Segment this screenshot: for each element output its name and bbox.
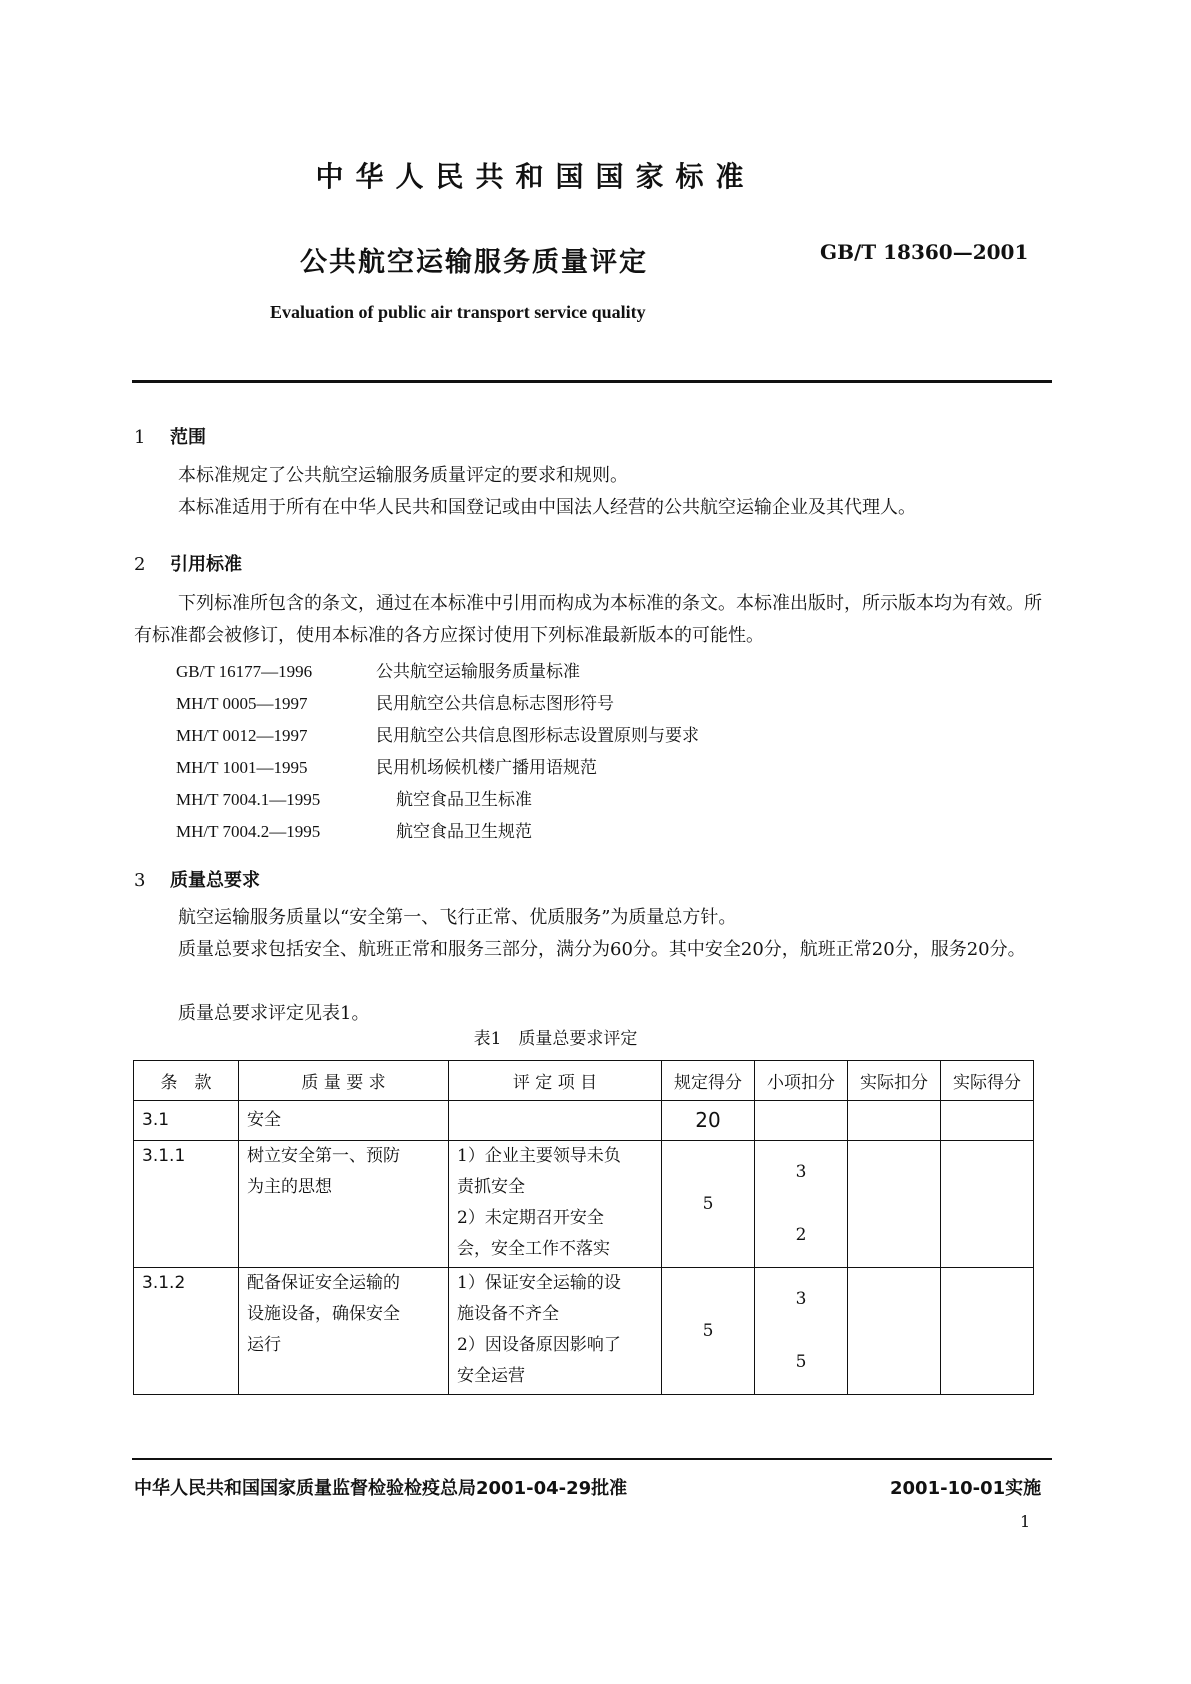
requirement-cell [239, 1268, 449, 1395]
footer-rule [132, 1458, 1052, 1460]
english-title: Evaluation of public air transport service quality [270, 302, 646, 322]
section-1-heading [134, 423, 206, 449]
cell-line: 树立安全第一、预防 [247, 1146, 400, 1166]
reference-code: MH/T 1001—1995 [176, 758, 308, 777]
table-header-row [134, 1061, 1034, 1101]
section-number: 2 [134, 554, 146, 575]
reference-item [176, 817, 532, 842]
cell-line: 会，安全工作不落实 [457, 1239, 610, 1259]
paragraph: 质量总要求包括安全、航班正常和服务三部分，满分为60分。其中安全20分，航班正常20分，服务20分。 [178, 939, 1026, 960]
section-title: 引用标准 [170, 554, 242, 575]
actual-deduction-cell [848, 1141, 941, 1268]
sub-deduction-cell [755, 1268, 848, 1395]
actual-deduction-cell [848, 1101, 941, 1141]
reference-title: 民用机场候机楼广播用语规范 [376, 758, 597, 778]
cell-line: 设施设备，确保安全 [247, 1304, 400, 1324]
cell-line: 2）因设备原因影响了 [457, 1335, 621, 1355]
standard-code: GB/T 18360—2001 [820, 240, 1029, 264]
reference-item [176, 785, 532, 810]
requirement-cell [239, 1141, 449, 1268]
cell-line: 配备保证安全运输的 [247, 1273, 400, 1293]
column-header: 实际扣分 [848, 1061, 941, 1101]
sub-deduction-value: 3 [795, 1162, 807, 1182]
cell-line: 为主的思想 [247, 1177, 332, 1197]
section-title: 质量总要求 [170, 870, 260, 891]
section-number: 1 [134, 427, 146, 448]
reference-code: MH/T 0012—1997 [176, 726, 308, 745]
sub-deduction-value: 3 [795, 1289, 807, 1309]
score-cell: 20 [662, 1101, 755, 1141]
header-rule [132, 380, 1052, 383]
sub-deduction-value: 2 [795, 1225, 807, 1245]
reference-title: 民用航空公共信息图形标志设置原则与要求 [376, 726, 699, 746]
section-3-heading [134, 866, 260, 892]
column-header: 质 量 要 求 [239, 1061, 449, 1101]
actual-score-cell [941, 1141, 1034, 1268]
sub-deduction-cell [755, 1141, 848, 1268]
clause-cell: 3.1 [134, 1101, 239, 1141]
reference-item [176, 657, 580, 682]
column-header: 小项扣分 [755, 1061, 848, 1101]
actual-deduction-cell [848, 1268, 941, 1395]
score-cell: 5 [662, 1141, 755, 1268]
column-header: 实际得分 [941, 1061, 1034, 1101]
cell-line: 安全运营 [457, 1366, 525, 1386]
implementation-date: 2001-10-01实施 [890, 1478, 1042, 1499]
cell-line: 2）未定期召开安全 [457, 1208, 604, 1228]
cell-line: 运行 [247, 1335, 281, 1355]
item-cell [449, 1101, 662, 1141]
reference-title: 航空食品卫生标准 [396, 790, 532, 810]
paragraph: 本标准规定了公共航空运输服务质量评定的要求和规则。 [178, 465, 628, 486]
reference-item [176, 721, 699, 746]
standard-title: 公共航空运输服务质量评定 [300, 247, 648, 278]
item-cell [449, 1141, 662, 1268]
section-number: 3 [134, 870, 146, 891]
cell-line: 责抓安全 [457, 1177, 525, 1197]
paragraph: 航空运输服务质量以“安全第一、飞行正常、优质服务”为质量总方针。 [178, 907, 737, 928]
sub-deduction-value: 5 [795, 1352, 807, 1372]
column-header: 评 定 项 目 [449, 1061, 662, 1101]
requirement-cell: 安全 [239, 1101, 449, 1141]
reference-code: MH/T 7004.2—1995 [176, 822, 321, 841]
cell-line: 施设备不齐全 [457, 1304, 559, 1324]
reference-item [176, 753, 597, 778]
sub-deduction-cell [755, 1101, 848, 1141]
clause-cell: 3.1.1 [134, 1141, 239, 1268]
table-row [134, 1101, 1034, 1141]
approval-note: 中华人民共和国国家质量监督检验检疫总局2001-04-29批准 [134, 1478, 628, 1499]
reference-title: 公共航空运输服务质量标准 [376, 662, 580, 682]
paragraph: 下列标准所包含的条文，通过在本标准中引用而构成为本标准的条文。本标准出版时，所示版本均为有效。所有标准都会被修订，使用本标准的各方应探讨使用下列标准最新版本的可能性。 [134, 593, 1042, 646]
reference-code: GB/T 16177—1996 [176, 662, 313, 681]
national-standard-heading: 中华人民共和国国家标准 [315, 160, 756, 193]
actual-score-cell [941, 1268, 1034, 1395]
clause-cell: 3.1.2 [134, 1268, 239, 1395]
table-row [134, 1141, 1034, 1268]
column-header: 规定得分 [662, 1061, 755, 1101]
reference-code: MH/T 7004.1—1995 [176, 790, 321, 809]
cell-line: 1）企业主要领导未负 [457, 1146, 621, 1166]
quality-requirements-table [133, 1060, 1034, 1395]
reference-item [176, 689, 614, 714]
cell-line: 1）保证安全运输的设 [457, 1273, 621, 1293]
reference-title: 航空食品卫生规范 [396, 822, 532, 842]
actual-score-cell [941, 1101, 1034, 1141]
paragraph: 本标准适用于所有在中华人民共和国登记或由中国法人经营的公共航空运输企业及其代理人。 [178, 497, 916, 518]
paragraph: 质量总要求评定见表1。 [178, 1003, 370, 1024]
item-cell [449, 1268, 662, 1395]
section-2-heading [134, 550, 242, 576]
section-title: 范围 [170, 427, 206, 448]
reference-code: MH/T 0005—1997 [176, 694, 308, 713]
score-cell: 5 [662, 1268, 755, 1395]
column-header: 条 款 [134, 1061, 239, 1101]
table-caption: 表1 质量总要求评定 [473, 1029, 638, 1049]
reference-title: 民用航空公共信息标志图形符号 [376, 694, 614, 714]
page-number: 1 [1020, 1512, 1031, 1531]
table-row [134, 1268, 1034, 1395]
